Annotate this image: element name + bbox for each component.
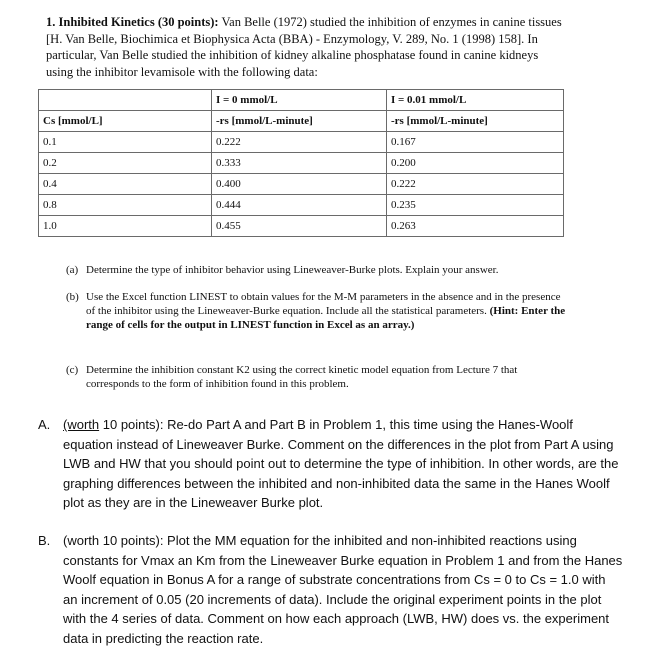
part-b-hint: (Hint: Enter the range of cells for the output in LINEST function in Excel as an array.) bbox=[86, 305, 566, 332]
table-cell: 1.0 bbox=[39, 216, 212, 237]
table-cell: 0.444 bbox=[212, 195, 387, 216]
part-c-label: (c) bbox=[66, 364, 79, 376]
table-header-cell bbox=[39, 90, 212, 111]
bonus-a bbox=[38, 415, 623, 513]
table-header-cell: I = 0.01 mmol/L bbox=[387, 90, 564, 111]
table-cell: 0.263 bbox=[387, 216, 564, 237]
table-cell: 0.222 bbox=[212, 132, 387, 153]
table-row bbox=[39, 195, 564, 216]
table-cell: 0.400 bbox=[212, 174, 387, 195]
part-a-text: Determine the type of inhibitor behavior using Lineweaver-Burke plots. Explain your answer. bbox=[86, 264, 499, 276]
table-cell: 0.167 bbox=[387, 132, 564, 153]
bonus-a-worth: (worth bbox=[63, 417, 100, 432]
table-cell: 0.222 bbox=[387, 174, 564, 195]
table-cell: 0.235 bbox=[387, 195, 564, 216]
table-header-cell: Cs [mmol/L] bbox=[39, 111, 212, 132]
bonus-b-label: B. bbox=[38, 533, 51, 548]
table-cell: 0.333 bbox=[212, 153, 387, 174]
kinetics-data-table bbox=[38, 89, 564, 237]
problem-statement bbox=[46, 14, 566, 80]
bonus-a-text: 10 points): Re-do Part A and Part B in Problem 1, this time using the Hanes-Woolf equation instead of Lineweaver Burke. Comment on the differences in the plot from Part A using LWB and HW that you should point out to determine the type of inhibition. In other words, are the graphing differences between the inhibited and non-inhibited data the same in the Hanes Woolf plot as they are in the Lineweaver Burke plot. bbox=[63, 417, 619, 511]
table-header-cell: -rs [mmol/L-minute] bbox=[212, 111, 387, 132]
table-row bbox=[39, 153, 564, 174]
table-header-cell: I = 0 mmol/L bbox=[212, 90, 387, 111]
part-c-text: Determine the inhibition constant K2 using the correct kinetic model equation from Lecture 7 that corresponds to the form of inhibition found in this problem. bbox=[86, 364, 518, 391]
part-b bbox=[66, 290, 566, 333]
part-b-text: Use the Excel function LINEST to obtain values for the M-M parameters in the absence and in the presence of the inhibitor using the Lineweaver-Burke equation. Include all the statistical parameters. bbox=[86, 291, 561, 318]
table-header-row-units bbox=[39, 111, 564, 132]
table-row bbox=[39, 216, 564, 237]
table-cell: 0.2 bbox=[39, 153, 212, 174]
problem-text: Van Belle (1972) studied the inhibition of enzymes in canine tissues [H. Van Belle, Biochimica et Biophysica Acta (BBA) - Enzymology, V. 289, No. 1 (1998) 158]. In particular, Van Belle studied the inhibition of kidney alkaline phosphatase found in canine kidneys using the inhibitor levamisole with the following data: bbox=[46, 15, 562, 79]
table-cell: 0.200 bbox=[387, 153, 564, 174]
part-a-label: (a) bbox=[66, 264, 79, 276]
table-row bbox=[39, 174, 564, 195]
bonus-a-label: A. bbox=[38, 417, 51, 432]
table-cell: 0.1 bbox=[39, 132, 212, 153]
part-a bbox=[66, 263, 566, 277]
bonus-b bbox=[38, 531, 623, 649]
table-cell: 0.455 bbox=[212, 216, 387, 237]
table-header-cell: -rs [mmol/L-minute] bbox=[387, 111, 564, 132]
problem-heading: 1. Inhibited Kinetics (30 points): bbox=[46, 15, 219, 29]
table-row bbox=[39, 132, 564, 153]
table-cell: 0.4 bbox=[39, 174, 212, 195]
part-c bbox=[66, 363, 566, 391]
part-b-label: (b) bbox=[66, 291, 79, 303]
bonus-b-text: (worth 10 points): Plot the MM equation for the inhibited and non-inhibited reactions using constants for Vmax an Km from the Lineweaver Burke equation in Problem 1 and from the Hanes Woolf equation in Bonus A for a range of substrate concentrations from Cs = 0 to Cs = 1.0 with an increment of 0.05 (20 increments of data). Include the original experiment points in the plot with the 4 series of data. Comment on how each approach (LWB, HW) does vs. the experiment data in predicting the reaction rate. bbox=[63, 533, 623, 646]
table-header-row-inhibitor bbox=[39, 90, 564, 111]
table-cell: 0.8 bbox=[39, 195, 212, 216]
